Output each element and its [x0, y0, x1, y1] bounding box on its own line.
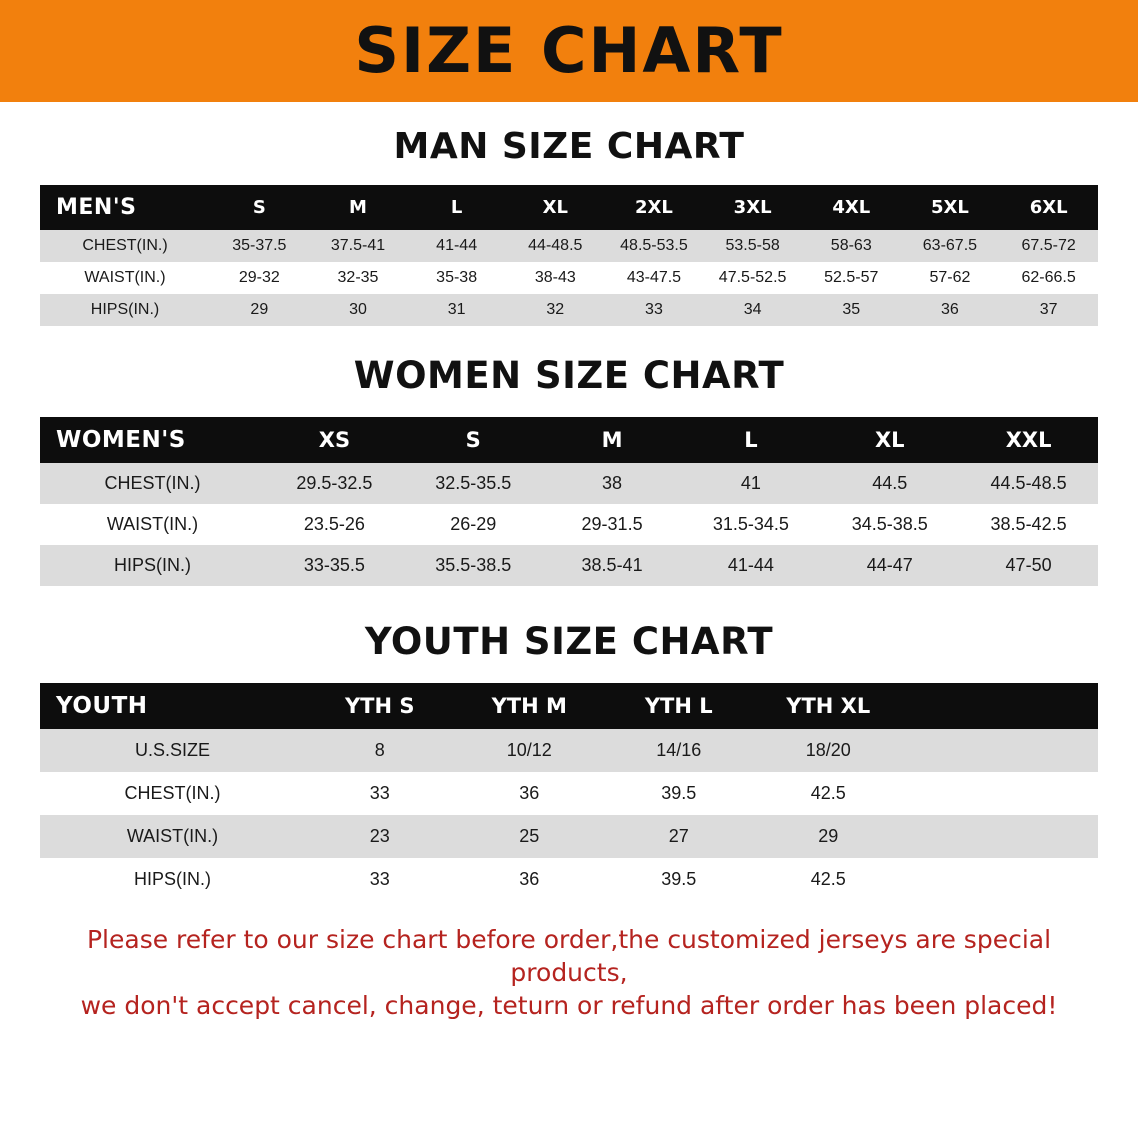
table-cell: 35-37.5 — [210, 230, 309, 262]
table-cell: 44.5-48.5 — [959, 463, 1098, 504]
table-cell: 23 — [305, 815, 455, 858]
table-cell: 43-47.5 — [605, 262, 704, 294]
table-cell: 36 — [901, 294, 1000, 326]
table-header-row — [40, 185, 1098, 230]
man-col-header: 5XL — [901, 185, 1000, 230]
order-policy-note — [36, 923, 1102, 1022]
man-col-header: XL — [506, 185, 605, 230]
table-cell: 32-35 — [309, 262, 408, 294]
table-row — [40, 463, 1098, 504]
table-cell: 36 — [455, 858, 605, 901]
table-cell: 29-31.5 — [543, 504, 682, 545]
man-corner-label: MEN'S — [40, 185, 210, 230]
table-cell: 30 — [309, 294, 408, 326]
table-cell: 38-43 — [506, 262, 605, 294]
table-cell: 38 — [543, 463, 682, 504]
man-row-label: WAIST(IN.) — [40, 262, 210, 294]
table-header-row — [40, 417, 1098, 463]
table-cell: 39.5 — [604, 772, 754, 815]
youth-corner-label: YOUTH — [40, 683, 305, 729]
man-col-header: 6XL — [999, 185, 1098, 230]
table-cell: 23.5-26 — [265, 504, 404, 545]
table-cell: 35-38 — [407, 262, 506, 294]
table-cell: 32 — [506, 294, 605, 326]
table-cell-spacer — [903, 772, 1098, 815]
table-cell: 31.5-34.5 — [681, 504, 820, 545]
table-cell: 33 — [305, 772, 455, 815]
table-cell: 32.5-35.5 — [404, 463, 543, 504]
table-cell: 34.5-38.5 — [820, 504, 959, 545]
table-cell: 44-48.5 — [506, 230, 605, 262]
note-line-2: we don't accept cancel, change, teturn or refund after order has been placed! — [80, 991, 1058, 1020]
table-cell: 41 — [681, 463, 820, 504]
table-cell: 14/16 — [604, 729, 754, 772]
youth-row-label: U.S.SIZE — [40, 729, 305, 772]
table-cell: 34 — [703, 294, 802, 326]
table-row — [40, 504, 1098, 545]
table-cell: 35 — [802, 294, 901, 326]
table-cell: 52.5-57 — [802, 262, 901, 294]
women-col-header: L — [681, 417, 820, 463]
table-cell: 38.5-42.5 — [959, 504, 1098, 545]
women-row-label: WAIST(IN.) — [40, 504, 265, 545]
table-cell: 29 — [754, 815, 904, 858]
table-row — [40, 815, 1098, 858]
man-col-header: 4XL — [802, 185, 901, 230]
table-cell: 29 — [210, 294, 309, 326]
table-cell: 41-44 — [407, 230, 506, 262]
youth-row-label: CHEST(IN.) — [40, 772, 305, 815]
table-cell: 18/20 — [754, 729, 904, 772]
table-row — [40, 729, 1098, 772]
table-cell-spacer — [903, 815, 1098, 858]
table-cell: 26-29 — [404, 504, 543, 545]
table-cell: 35.5-38.5 — [404, 545, 543, 586]
youth-col-header: YTH S — [305, 683, 455, 729]
man-col-header: S — [210, 185, 309, 230]
table-cell: 25 — [455, 815, 605, 858]
man-size-table — [40, 185, 1098, 326]
youth-table-wrapper — [0, 683, 1138, 901]
man-col-header: M — [309, 185, 408, 230]
youth-header-spacer — [903, 683, 1098, 729]
women-col-header: S — [404, 417, 543, 463]
youth-col-header: YTH XL — [754, 683, 904, 729]
note-line-1: Please refer to our size chart before order,the customized jerseys are special products, — [86, 925, 1052, 987]
table-cell: 62-66.5 — [999, 262, 1098, 294]
table-cell: 38.5-41 — [543, 545, 682, 586]
youth-size-table — [40, 683, 1098, 901]
table-cell: 47.5-52.5 — [703, 262, 802, 294]
table-cell: 63-67.5 — [901, 230, 1000, 262]
table-cell: 37.5-41 — [309, 230, 408, 262]
table-cell: 48.5-53.5 — [605, 230, 704, 262]
table-cell: 37 — [999, 294, 1098, 326]
table-cell: 41-44 — [681, 545, 820, 586]
man-row-label: HIPS(IN.) — [40, 294, 210, 326]
table-cell: 42.5 — [754, 772, 904, 815]
women-row-label: CHEST(IN.) — [40, 463, 265, 504]
women-col-header: XL — [820, 417, 959, 463]
table-cell: 57-62 — [901, 262, 1000, 294]
table-cell: 10/12 — [455, 729, 605, 772]
women-col-header: M — [543, 417, 682, 463]
women-col-header: XXL — [959, 417, 1098, 463]
women-size-table — [40, 417, 1098, 586]
women-corner-label: WOMEN'S — [40, 417, 265, 463]
table-cell: 29.5-32.5 — [265, 463, 404, 504]
women-row-label: HIPS(IN.) — [40, 545, 265, 586]
table-cell: 47-50 — [959, 545, 1098, 586]
page-title: SIZE CHART — [354, 14, 784, 87]
table-cell: 67.5-72 — [999, 230, 1098, 262]
table-row — [40, 545, 1098, 586]
man-col-header: 3XL — [703, 185, 802, 230]
women-table-wrapper — [0, 417, 1138, 586]
table-cell: 31 — [407, 294, 506, 326]
youth-col-header: YTH M — [455, 683, 605, 729]
man-col-header: L — [407, 185, 506, 230]
table-cell: 33 — [305, 858, 455, 901]
man-table-wrapper — [0, 185, 1138, 326]
table-cell: 33 — [605, 294, 704, 326]
table-cell: 8 — [305, 729, 455, 772]
table-cell: 29-32 — [210, 262, 309, 294]
man-col-header: 2XL — [605, 185, 704, 230]
table-cell: 44-47 — [820, 545, 959, 586]
table-cell: 27 — [604, 815, 754, 858]
table-cell: 58-63 — [802, 230, 901, 262]
youth-section-heading: YOUTH SIZE CHART — [364, 620, 774, 663]
table-cell: 33-35.5 — [265, 545, 404, 586]
man-section-heading: MAN SIZE CHART — [393, 126, 745, 167]
table-row — [40, 262, 1098, 294]
man-row-label: CHEST(IN.) — [40, 230, 210, 262]
table-cell: 44.5 — [820, 463, 959, 504]
table-cell: 39.5 — [604, 858, 754, 901]
table-row — [40, 772, 1098, 815]
youth-col-header: YTH L — [604, 683, 754, 729]
women-col-header: XS — [265, 417, 404, 463]
table-cell: 53.5-58 — [703, 230, 802, 262]
page-banner — [0, 0, 1138, 102]
table-header-row — [40, 683, 1098, 729]
table-cell: 42.5 — [754, 858, 904, 901]
youth-row-label: HIPS(IN.) — [40, 858, 305, 901]
women-section-heading: WOMEN SIZE CHART — [353, 354, 785, 397]
table-cell-spacer — [903, 729, 1098, 772]
youth-row-label: WAIST(IN.) — [40, 815, 305, 858]
table-cell: 36 — [455, 772, 605, 815]
table-row — [40, 230, 1098, 262]
table-row — [40, 858, 1098, 901]
table-cell-spacer — [903, 858, 1098, 901]
table-row — [40, 294, 1098, 326]
